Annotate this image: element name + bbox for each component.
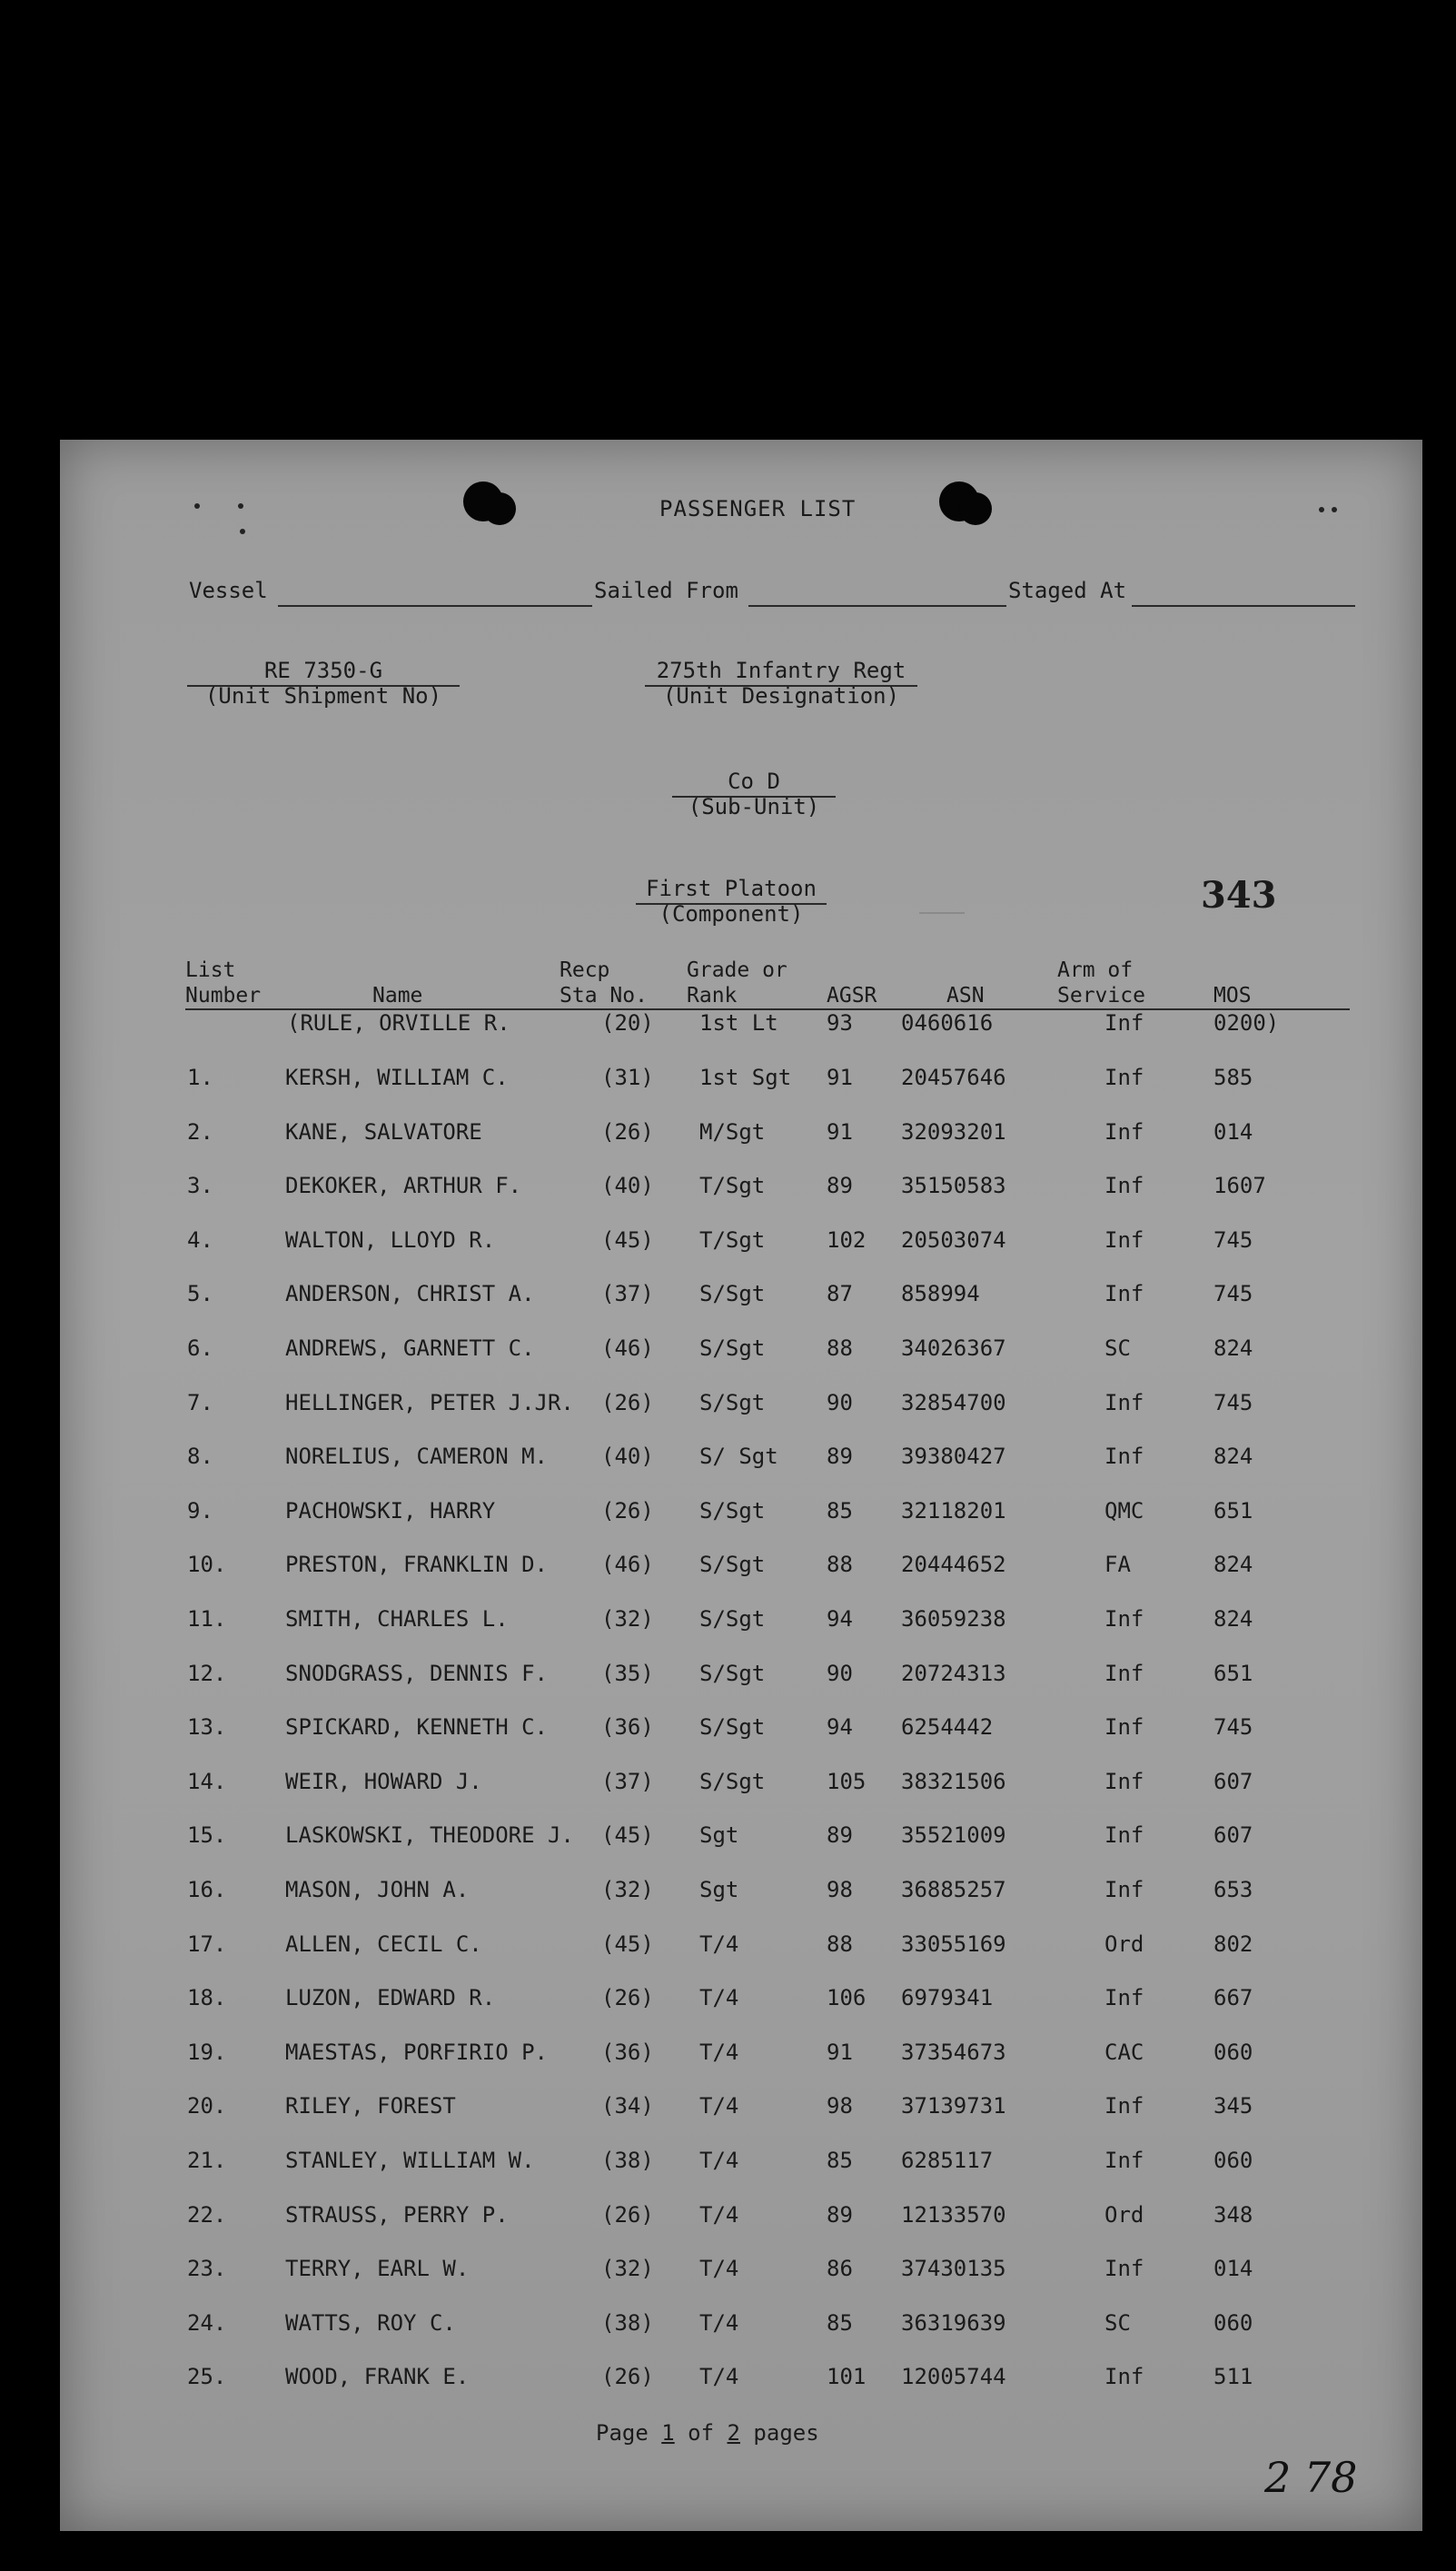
- passenger-name: DEKOKER, ARTHUR F.: [285, 1173, 522, 1199]
- grade-rank: T/4: [699, 2364, 739, 2390]
- grade-rank: S/Sgt: [699, 1660, 766, 1686]
- mos: 607: [1213, 1822, 1253, 1849]
- mos: 345: [1213, 2093, 1253, 2119]
- page-total: 2: [727, 2420, 740, 2446]
- grade-rank: Sgt: [699, 1877, 739, 1902]
- row-number: 1.: [187, 1065, 213, 1090]
- table-row: [60, 2148, 1422, 2184]
- recp-sta-no: (37): [601, 1768, 654, 1794]
- arm-of-service: Inf: [1104, 1444, 1144, 1470]
- component-caption: (Component): [659, 901, 804, 927]
- agsr: 90: [827, 1660, 853, 1686]
- table-row: [60, 1065, 1422, 1101]
- asn: 20444652: [901, 1552, 1006, 1578]
- passenger-name: STANLEY, WILLIAM W.: [285, 2148, 535, 2173]
- page-indicator: Page 1 of 2 pages: [596, 2420, 819, 2446]
- unit-designation: 275th Infantry Regt: [656, 658, 906, 683]
- arm-of-service: Inf: [1104, 1389, 1144, 1415]
- agsr: 105: [827, 1768, 867, 1794]
- table-row: [60, 1606, 1422, 1643]
- table-row: [60, 1173, 1422, 1209]
- handwritten-number: 2 78: [1264, 2453, 1358, 2502]
- officer-name: (RULE, ORVILLE R.: [287, 1010, 510, 1036]
- row-number: 4.: [187, 1226, 213, 1253]
- header-agsr: AGSR: [827, 984, 877, 1008]
- agsr: 91: [827, 1065, 853, 1090]
- row-number: 22.: [187, 2201, 227, 2228]
- grade-rank: S/Sgt: [699, 1768, 766, 1794]
- punch-hole-right-2: [959, 492, 992, 525]
- recp-sta-no: (40): [601, 1444, 654, 1470]
- asn: 32118201: [901, 1497, 1006, 1524]
- asn: 39380427: [901, 1444, 1006, 1470]
- document-page: [60, 440, 1422, 2531]
- arm-of-service: Inf: [1104, 1985, 1144, 2011]
- agsr: 91: [827, 1118, 853, 1145]
- passenger-name: TERRY, EARL W.: [285, 2256, 470, 2282]
- grade-rank: T/4: [699, 2309, 739, 2336]
- staged-at-label: Staged At: [1008, 578, 1127, 603]
- table-row: [60, 2040, 1422, 2076]
- arm-of-service: Inf: [1104, 1877, 1144, 1902]
- mos: 745: [1213, 1389, 1253, 1415]
- grade-rank: S/ Sgt: [699, 1444, 778, 1470]
- agsr: 106: [827, 1985, 867, 2011]
- passenger-name: LASKOWSKI, THEODORE J.: [285, 1822, 574, 1849]
- agsr: 85: [827, 2309, 853, 2336]
- mos: 651: [1213, 1497, 1253, 1524]
- grade-rank: 1st Sgt: [699, 1065, 792, 1090]
- page-current: 1: [661, 2420, 675, 2446]
- table-row: [60, 1119, 1422, 1156]
- row-number: 6.: [187, 1335, 213, 1361]
- header-recp-sta-no: Recp Sta No.: [560, 958, 648, 1008]
- passenger-name: WALTON, LLOYD R.: [285, 1226, 496, 1253]
- grade-rank: S/Sgt: [699, 1552, 766, 1578]
- table-row: [60, 2256, 1422, 2292]
- recp-sta-no: (26): [601, 2364, 654, 2390]
- header-name: Name: [372, 984, 423, 1008]
- table-row: [60, 1985, 1422, 2021]
- officer-row: [60, 1010, 1422, 1047]
- recp-sta-no: (37): [601, 1281, 654, 1307]
- mos: 607: [1213, 1768, 1253, 1794]
- passenger-name: SMITH, CHARLES L.: [285, 1606, 509, 1632]
- header-mos: MOS: [1213, 984, 1252, 1008]
- mos: 802: [1213, 1931, 1253, 1957]
- row-number: 16.: [187, 1877, 227, 1902]
- officer-asn: 0460616: [901, 1010, 994, 1036]
- recp-sta-no: (32): [601, 1877, 654, 1902]
- grade-rank: T/Sgt: [699, 1173, 766, 1199]
- asn: 6979341: [901, 1985, 994, 2011]
- grade-rank: T/4: [699, 2039, 739, 2065]
- recp-sta-no: (34): [601, 2093, 654, 2119]
- mos: 745: [1213, 1281, 1253, 1307]
- agsr: 94: [827, 1714, 853, 1741]
- recp-sta-no: (45): [601, 1226, 654, 1253]
- recp-sta-no: (38): [601, 2148, 654, 2173]
- sailed-from-blank: [748, 605, 1006, 607]
- grade-rank: S/Sgt: [699, 1497, 766, 1524]
- row-number: 23.: [187, 2256, 227, 2282]
- passenger-name: ANDERSON, CHRIST A.: [285, 1281, 535, 1307]
- agsr: 85: [827, 1497, 853, 1524]
- unit-shipment-caption: (Unit Shipment No): [204, 683, 442, 709]
- table-row: [60, 2202, 1422, 2238]
- mos: 060: [1213, 2309, 1253, 2336]
- officer-mos: 0200): [1213, 1010, 1280, 1036]
- speck: [238, 503, 243, 509]
- asn: 37354673: [901, 2039, 1006, 2065]
- arm-of-service: Inf: [1104, 1173, 1144, 1199]
- arm-of-service: Ord: [1104, 1931, 1144, 1957]
- arm-of-service: Inf: [1104, 1118, 1144, 1145]
- passenger-name: SPICKARD, KENNETH C.: [285, 1714, 548, 1741]
- asn: 33055169: [901, 1931, 1006, 1957]
- passenger-name: PACHOWSKI, HARRY: [285, 1497, 496, 1524]
- row-number: 2.: [187, 1118, 213, 1145]
- agsr: 91: [827, 2039, 853, 2065]
- arm-of-service: SC: [1104, 1335, 1131, 1361]
- speck: [1332, 507, 1337, 512]
- punch-hole-left-2: [483, 492, 516, 525]
- row-number: 10.: [187, 1552, 227, 1578]
- officer-grade: 1st Lt: [699, 1010, 778, 1036]
- grade-rank: T/4: [699, 1985, 739, 2011]
- asn: 12133570: [901, 2201, 1006, 2228]
- agsr: 94: [827, 1606, 853, 1632]
- row-number: 14.: [187, 1768, 227, 1794]
- arm-of-service: Inf: [1104, 1606, 1144, 1632]
- table-row: [60, 1552, 1422, 1588]
- mos: 824: [1213, 1444, 1253, 1470]
- asn: 36319639: [901, 2309, 1006, 2336]
- passenger-name: HELLINGER, PETER J.JR.: [285, 1389, 574, 1415]
- arm-of-service: Ord: [1104, 2201, 1144, 2228]
- row-number: 25.: [187, 2364, 227, 2390]
- row-number: 3.: [187, 1173, 213, 1199]
- arm-of-service: QMC: [1104, 1497, 1144, 1524]
- passenger-name: KANE, SALVATORE: [285, 1118, 482, 1145]
- recp-sta-no: (31): [601, 1065, 654, 1090]
- recp-sta-no: (45): [601, 1931, 654, 1957]
- mos: 745: [1213, 1226, 1253, 1253]
- row-number: 5.: [187, 1281, 213, 1307]
- sub-unit-caption: (Sub-Unit): [688, 794, 820, 819]
- grade-rank: S/Sgt: [699, 1606, 766, 1632]
- mos: 1607: [1213, 1173, 1266, 1199]
- passenger-name: ALLEN, CECIL C.: [285, 1931, 482, 1957]
- mos: 651: [1213, 1660, 1253, 1686]
- grade-rank: T/4: [699, 2201, 739, 2228]
- row-number: 7.: [187, 1389, 213, 1415]
- row-number: 12.: [187, 1660, 227, 1686]
- recp-sta-no: (45): [601, 1822, 654, 1849]
- agsr: 88: [827, 1335, 853, 1361]
- speck: [1319, 507, 1324, 512]
- mos: 653: [1213, 1877, 1253, 1902]
- asn: 34026367: [901, 1335, 1006, 1361]
- recp-sta-no: (26): [601, 1389, 654, 1415]
- agsr: 89: [827, 1822, 853, 1849]
- agsr: 98: [827, 2093, 853, 2119]
- mos: 060: [1213, 2148, 1253, 2173]
- grade-rank: S/Sgt: [699, 1714, 766, 1741]
- recp-sta-no: (38): [601, 2309, 654, 2336]
- header-grade-or-rank: Grade or Rank: [687, 958, 787, 1008]
- grade-rank: S/Sgt: [699, 1389, 766, 1415]
- recp-sta-no: (40): [601, 1173, 654, 1199]
- arm-of-service: Inf: [1104, 1065, 1144, 1090]
- asn: 36885257: [901, 1877, 1006, 1902]
- passenger-name: MASON, JOHN A.: [285, 1877, 470, 1902]
- mos: 348: [1213, 2201, 1253, 2228]
- row-number: 13.: [187, 1714, 227, 1741]
- grade-rank: M/Sgt: [699, 1118, 766, 1145]
- asn: 20503074: [901, 1226, 1006, 1253]
- arm-of-service: Inf: [1104, 2093, 1144, 2119]
- recp-sta-no: (26): [601, 1118, 654, 1145]
- agsr: 86: [827, 2256, 853, 2282]
- passenger-name: KERSH, WILLIAM C.: [285, 1065, 509, 1090]
- recp-sta-no: (35): [601, 1660, 654, 1686]
- mos: 014: [1213, 2256, 1253, 2282]
- grade-rank: T/4: [699, 2256, 739, 2282]
- header-asn: ASN: [946, 984, 985, 1008]
- arm-of-service: Inf: [1104, 1768, 1144, 1794]
- arm-of-service: Inf: [1104, 1822, 1144, 1849]
- table-row: [60, 1227, 1422, 1264]
- table-row: [60, 2093, 1422, 2129]
- recp-sta-no: (36): [601, 1714, 654, 1741]
- table-row: [60, 1390, 1422, 1426]
- staged-at-blank: [1132, 605, 1355, 607]
- row-number: 24.: [187, 2309, 227, 2336]
- asn: 32093201: [901, 1118, 1006, 1145]
- passenger-name: WATTS, ROY C.: [285, 2309, 456, 2336]
- grade-rank: T/4: [699, 2148, 739, 2173]
- passenger-name: LUZON, EDWARD R.: [285, 1985, 496, 2011]
- table-row: [60, 1281, 1422, 1317]
- arm-of-service: Inf: [1104, 2148, 1144, 2173]
- page-title: PASSENGER LIST: [659, 496, 857, 521]
- row-number: 15.: [187, 1822, 227, 1849]
- asn: 37139731: [901, 2093, 1006, 2119]
- arm-of-service: Inf: [1104, 1226, 1144, 1253]
- arm-of-service: Inf: [1104, 1660, 1144, 1686]
- passenger-name: ANDREWS, GARNETT C.: [285, 1335, 535, 1361]
- asn: 20457646: [901, 1065, 1006, 1090]
- asn: 12005744: [901, 2364, 1006, 2390]
- officer-recp: (20): [601, 1010, 654, 1036]
- table-row: [60, 1714, 1422, 1751]
- table-row: [60, 2364, 1422, 2400]
- mos: 824: [1213, 1552, 1253, 1578]
- header-list-number: List Number: [185, 958, 262, 1008]
- mos: 511: [1213, 2364, 1253, 2390]
- mos: 585: [1213, 1065, 1253, 1090]
- mos: 824: [1213, 1606, 1253, 1632]
- table-row: [60, 1444, 1422, 1480]
- row-number: 8.: [187, 1444, 213, 1470]
- asn: 35150583: [901, 1173, 1006, 1199]
- row-number: 9.: [187, 1497, 213, 1524]
- arm-of-service: Inf: [1104, 2256, 1144, 2282]
- mos: 667: [1213, 1985, 1253, 2011]
- recp-sta-no: (46): [601, 1552, 654, 1578]
- passenger-name: NORELIUS, CAMERON M.: [285, 1444, 548, 1470]
- table-row: [60, 1498, 1422, 1534]
- arm-of-service: SC: [1104, 2309, 1131, 2336]
- speck: [240, 529, 245, 534]
- divider: [919, 912, 965, 914]
- agsr: 85: [827, 2148, 853, 2173]
- mos: 060: [1213, 2039, 1253, 2065]
- row-number: 18.: [187, 1985, 227, 2011]
- officer-agsr: 93: [827, 1010, 853, 1036]
- agsr: 102: [827, 1226, 867, 1253]
- recp-sta-no: (46): [601, 1335, 654, 1361]
- table-row: [60, 1877, 1422, 1913]
- passenger-name: RILEY, FOREST: [285, 2093, 456, 2119]
- table-row: [60, 1822, 1422, 1859]
- asn: 38321506: [901, 1768, 1006, 1794]
- table-row: [60, 1931, 1422, 1968]
- agsr: 90: [827, 1389, 853, 1415]
- arm-of-service: Inf: [1104, 1281, 1144, 1307]
- sub-unit: Co D: [728, 769, 780, 794]
- passenger-name: WOOD, FRANK E.: [285, 2364, 470, 2390]
- arm-of-service: FA: [1104, 1552, 1131, 1578]
- asn: 36059238: [901, 1606, 1006, 1632]
- agsr: 89: [827, 1173, 853, 1199]
- recp-sta-no: (32): [601, 2256, 654, 2282]
- grade-rank: S/Sgt: [699, 1335, 766, 1361]
- asn: 20724313: [901, 1660, 1006, 1686]
- arm-of-service: Inf: [1104, 1714, 1144, 1741]
- passenger-name: SNODGRASS, DENNIS F.: [285, 1660, 548, 1686]
- agsr: 101: [827, 2364, 867, 2390]
- recp-sta-no: (32): [601, 1606, 654, 1632]
- grade-rank: S/Sgt: [699, 1281, 766, 1307]
- row-number: 11.: [187, 1606, 227, 1632]
- recp-sta-no: (26): [601, 1497, 654, 1524]
- vessel-blank: [278, 605, 592, 607]
- unit-designation-caption: (Unit Designation): [662, 683, 900, 709]
- asn: 32854700: [901, 1389, 1006, 1415]
- table-row: [60, 2310, 1422, 2347]
- passenger-name: MAESTAS, PORFIRIO P.: [285, 2039, 548, 2065]
- row-number: 19.: [187, 2039, 227, 2065]
- agsr: 98: [827, 1877, 853, 1902]
- asn: 858994: [901, 1281, 980, 1307]
- grade-rank: T/Sgt: [699, 1226, 766, 1253]
- header-arm-of-service: Arm of Service: [1057, 958, 1145, 1008]
- agsr: 88: [827, 1552, 853, 1578]
- agsr: 89: [827, 1444, 853, 1470]
- vessel-label: Vessel: [189, 578, 268, 603]
- asn: 6285117: [901, 2148, 994, 2173]
- row-number: 17.: [187, 1931, 227, 1957]
- row-number: 20.: [187, 2093, 227, 2119]
- row-number: 21.: [187, 2148, 227, 2173]
- asn: 6254442: [901, 1714, 994, 1741]
- table-row: [60, 1661, 1422, 1697]
- arm-of-service: CAC: [1104, 2039, 1144, 2065]
- stamp-number: 343: [1201, 874, 1277, 917]
- recp-sta-no: (26): [601, 2201, 654, 2228]
- passenger-name: WEIR, HOWARD J.: [285, 1768, 482, 1794]
- grade-rank: T/4: [699, 2093, 739, 2119]
- mos: 745: [1213, 1714, 1253, 1741]
- grade-rank: Sgt: [699, 1822, 739, 1849]
- recp-sta-no: (36): [601, 2039, 654, 2065]
- speck: [194, 503, 200, 509]
- grade-rank: T/4: [699, 1931, 739, 1957]
- asn: 35521009: [901, 1822, 1006, 1849]
- recp-sta-no: (26): [601, 1985, 654, 2011]
- sailed-from-label: Sailed From: [594, 578, 738, 603]
- agsr: 89: [827, 2201, 853, 2228]
- component: First Platoon: [646, 876, 817, 901]
- officer-arm: Inf: [1104, 1010, 1144, 1036]
- table-row: [60, 1769, 1422, 1805]
- agsr: 88: [827, 1931, 853, 1957]
- asn: 37430135: [901, 2256, 1006, 2282]
- passenger-name: PRESTON, FRANKLIN D.: [285, 1552, 548, 1578]
- agsr: 87: [827, 1281, 853, 1307]
- arm-of-service: Inf: [1104, 2364, 1144, 2390]
- mos: 824: [1213, 1335, 1253, 1361]
- passenger-name: STRAUSS, PERRY P.: [285, 2201, 509, 2228]
- mos: 014: [1213, 1118, 1253, 1145]
- table-row: [60, 1335, 1422, 1372]
- unit-shipment-no: RE 7350-G: [263, 658, 383, 683]
